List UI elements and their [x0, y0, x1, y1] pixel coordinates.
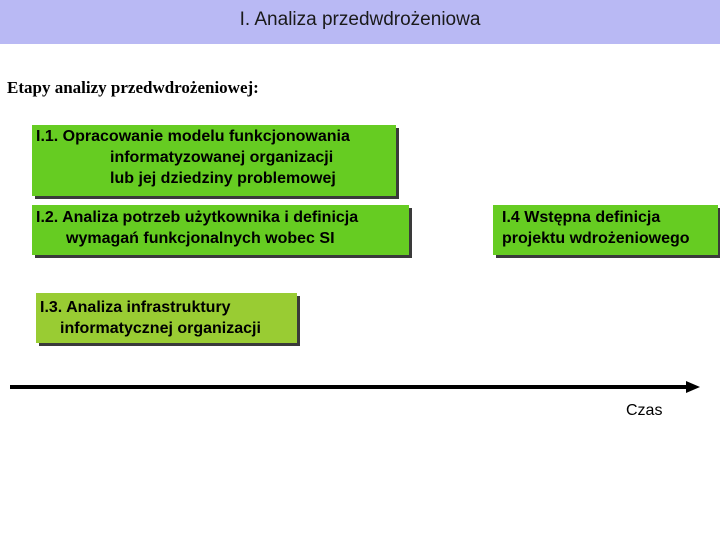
arrowhead-icon — [686, 381, 700, 393]
stage-4-line-1: I.4 Wstępna definicja — [502, 209, 661, 226]
section-heading: Etapy analizy przedwdrożeniowej: — [7, 78, 259, 97]
stage-2-line-2: wymagań funkcjonalnych wobec SI — [66, 230, 335, 247]
stage-4-line-2: projektu wdrożeniowego — [502, 230, 690, 247]
stage-1-box — [32, 125, 396, 196]
timeline-arrow — [10, 380, 700, 394]
timeline-label: Czas — [626, 402, 663, 419]
stage-1-line-3: lub jej dziedziny problemowej — [110, 170, 336, 187]
title-bar — [0, 0, 720, 44]
stage-2-box — [32, 205, 409, 255]
stage-3-box — [36, 293, 297, 343]
page-title: I. Analiza przedwdrożeniowa — [239, 9, 481, 30]
stage-1-line-1: I.1. Opracowanie modelu funkcjonowania — [36, 128, 350, 145]
stage-3-line-2: informatycznej organizacji — [60, 320, 261, 337]
stage-4-box — [493, 205, 718, 255]
stage-1-line-2: informatyzowanej organizacji — [110, 149, 334, 166]
stage-2-line-1: I.2. Analiza potrzeb użytkownika i definicja — [36, 209, 359, 226]
stage-3-line-1: I.3. Analiza infrastruktury — [40, 299, 231, 316]
